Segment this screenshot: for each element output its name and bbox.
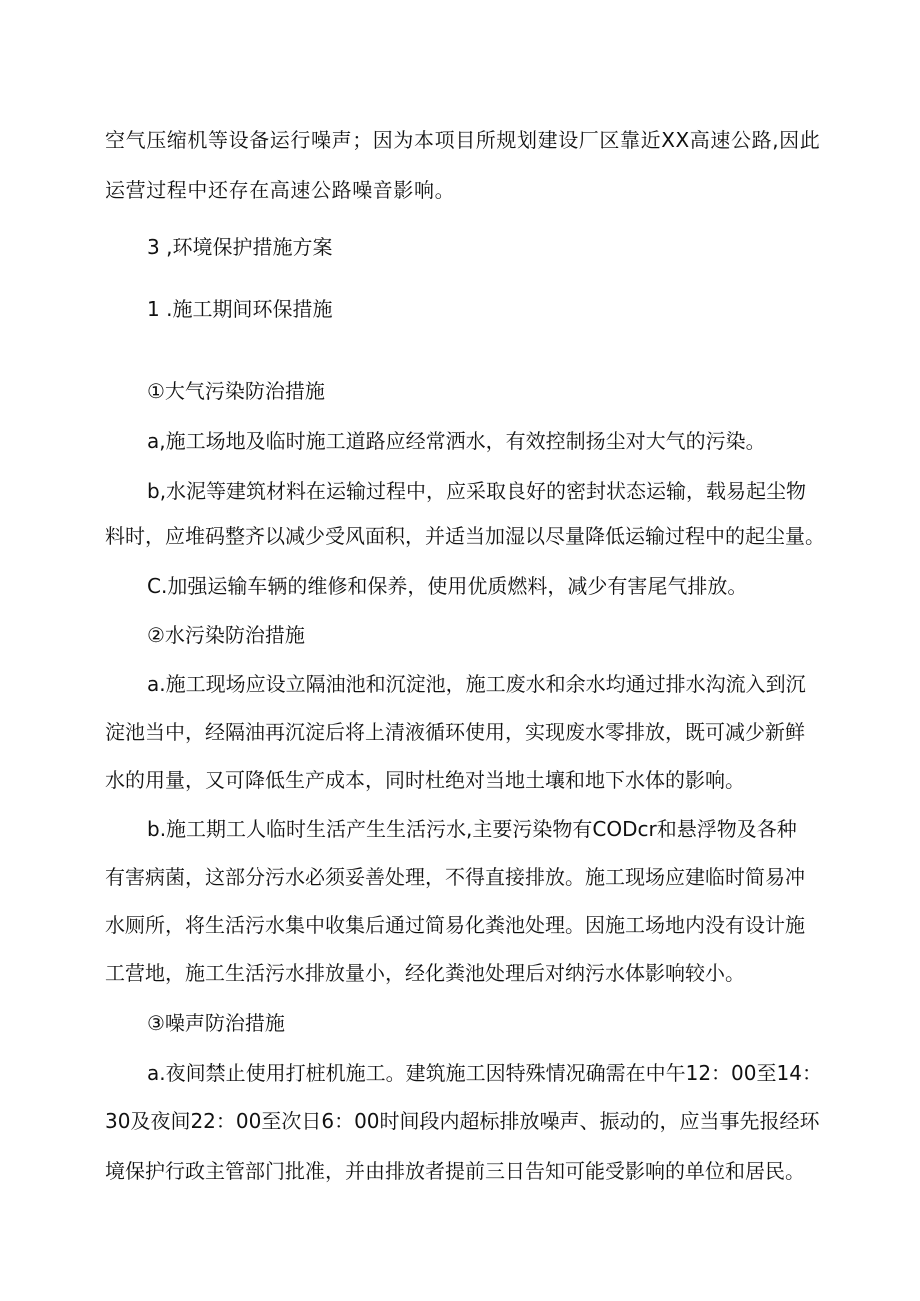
paragraph-line: a.夜间禁止使用打桩机施工。建筑施工因特殊情况确需在中午12：00至14： xyxy=(147,1061,822,1085)
paragraph-line: 30及夜间22：00至次日6：00时间段内超标排放噪声、振动的，应当事先报经环 xyxy=(105,1109,820,1133)
paragraph-line: a,施工场地及临时施工道路应经常洒水，有效控制扬尘对大气的污染。 xyxy=(147,429,766,453)
paragraph-line: 淀池当中，经隔油再沉淀后将上清液循环使用，实现废水零排放，既可减少新鲜 xyxy=(105,720,805,744)
subsection-title: ③噪声防治措施 xyxy=(147,1011,285,1035)
paragraph-line: 运营过程中还存在高速公路噪音影响。 xyxy=(105,178,456,202)
subsection-title: ②水污染防治措施 xyxy=(147,623,305,647)
paragraph-line: 料时，应堆码整齐以减少受风面积，并适当加湿以尽量降低运输过程中的起尘量。 xyxy=(105,524,825,548)
subsection-title: ①大气污染防治措施 xyxy=(147,379,325,403)
paragraph-line: 水的用量，又可降低生产成本，同时杜绝对当地土壤和地下水体的影响。 xyxy=(105,768,745,792)
paragraph-line: 有害病菌，这部分污水必须妥善处理，不得直接排放。施工现场应建临时简易冲 xyxy=(105,865,805,889)
paragraph-line: 境保护行政主管部门批准，并由排放者提前三日告知可能受影响的单位和居民。 xyxy=(105,1159,805,1183)
paragraph-line: b.施工期工人临时生活产生生活污水,主要污染物有CODcr和悬浮物及各种 xyxy=(147,817,797,841)
paragraph-line: C.加强运输车辆的维修和保养，使用优质燃料，减少有害尾气排放。 xyxy=(147,574,748,598)
paragraph-line: 工营地，施工生活污水排放量小，经化粪池处理后对纳污水体影响较小。 xyxy=(105,961,745,985)
paragraph-line: a.施工现场应设立隔油池和沉淀池，施工废水和余水均通过排水沟流入到沉 xyxy=(147,672,806,696)
paragraph-line: 水厕所，将生活污水集中收集后通过简易化粪池处理。因施工场地内没有设计施 xyxy=(105,913,805,937)
paragraph-line: 空气压缩机等设备运行噪声；因为本项目所规划建设厂区靠近XX高速公路,因此 xyxy=(105,128,821,152)
subsection-heading: 1 .施工期间环保措施 xyxy=(147,297,333,321)
paragraph-line: b,水泥等建筑材料在运输过程中，应采取良好的密封状态运输，载易起尘物 xyxy=(147,479,807,503)
section-heading: 3 ,环境保护措施方案 xyxy=(147,235,333,259)
